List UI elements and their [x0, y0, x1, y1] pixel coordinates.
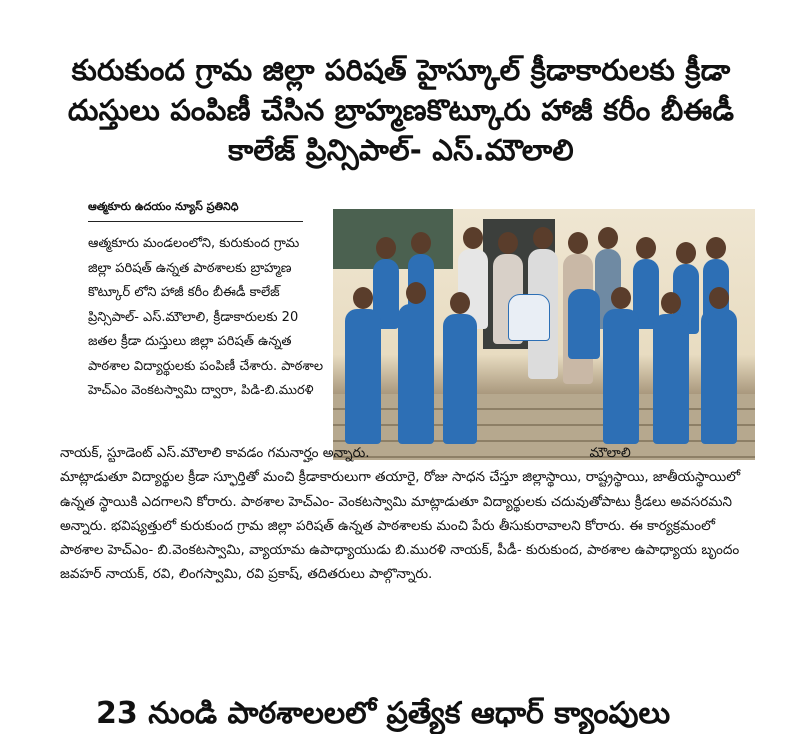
photo-person — [701, 309, 737, 444]
photo-person — [398, 304, 434, 444]
headline-line-2: దుస్తులు పంపిణీ చేసిన బ్రాహ్మణకొట్కూరు హాజీ కరీం బీఈడీ — [67, 93, 735, 127]
photo-person — [443, 314, 477, 444]
lead-line-right: మౌలాలి — [589, 445, 631, 461]
article-headline — [40, 50, 762, 170]
news-photo — [333, 209, 755, 460]
photo-person — [603, 309, 639, 444]
lead-line-left: నాయక్, స్టూడెంట్ ఎస్.మౌలాలి కావడం గమనార్హం అన్నారు. — [60, 445, 370, 461]
photo-person — [508, 294, 550, 341]
article-column-text: ఆత్మకూరు మండలంలోని, కురుకుంద గ్రామ జిల్లా పరిషత్ ఉన్నత పాఠశాలకు బ్రాహ్మణ కొట్కూర్ లోని హాజీ కరీం బీఈడీ కాలేజ్ ప్రిన్సిపాల్- ఎస్.మౌలాలి, క్రీడాకారులకు 20 జతల క్రీడా దుస్తులు జిల్లా పరిషత్ ఉన్నత పాఠశాల విద్యార్థులకు పంపిణీ చేశారు. పాఠశాల హెచ్ఎం వెంకటస్వామి ద్వారా, పిడి-బి.మురళి — [88, 236, 324, 398]
photo-person — [345, 309, 381, 444]
article-lead-line — [60, 441, 760, 465]
byline: ఆత్మకూరు ఉదయం న్యూస్ ప్రతినిధి — [88, 200, 303, 222]
next-article-headline: 23 నుండి పాఠశాలలలో ప్రత్యేక ఆధార్ క్యాంపులు — [96, 696, 671, 731]
headline-line-3: కాలేజ్ ప్రిన్సిపాల్- ఎస్.మౌలాలి — [228, 133, 574, 167]
article-body-text — [60, 441, 760, 587]
article-continuation: మాట్లాడుతూ విద్యార్థుల క్రీడా స్ఫూర్తితో మంచి క్రీడాకారులుగా తయారై, రోజు సాధన చేస్తూ జిల్లాస్థాయి, రాష్ట్రస్థాయి, జాతీయస్థాయిలో ఉన్నత స్థాయికి ఎదగాలని కోరారు. పాఠశాల హెచ్ఎం- వెంకటస్వామి మాట్లాడుతూ విద్యార్థులకు చదువుతోపాటు క్రీడలు అవసరమని అన్నారు. భవిష్యత్తులో కురుకుంద గ్రామ జిల్లా పరిషత్ ఉన్నత పాఠశాలకు మంచి పేరు తీసుకురావాలని కోరారు. ఈ కార్యక్రమంలో పాఠశాల హెచ్ఎం- బి.వెంకటస్వామి, వ్యాయామ ఉపాధ్యాయుడు బి.మురళి నాయక్, పీడీ- కురుకుంద, పాఠశాల ఉపాధ్యాయ బృందం జవహర్ నాయక్, రవి, లింగస్వామి, రవి ప్రకాష్, తదితరులు పాల్గొన్నారు. — [60, 469, 741, 583]
previous-article-fragment — [170, 0, 610, 6]
headline-line-1: కురుకుంద గ్రామ జిల్లా పరిషత్ హైస్కూల్ క్రీడాకారులకు క్రీడా — [71, 53, 731, 87]
photo-person — [653, 314, 689, 444]
photo-person — [568, 289, 600, 359]
